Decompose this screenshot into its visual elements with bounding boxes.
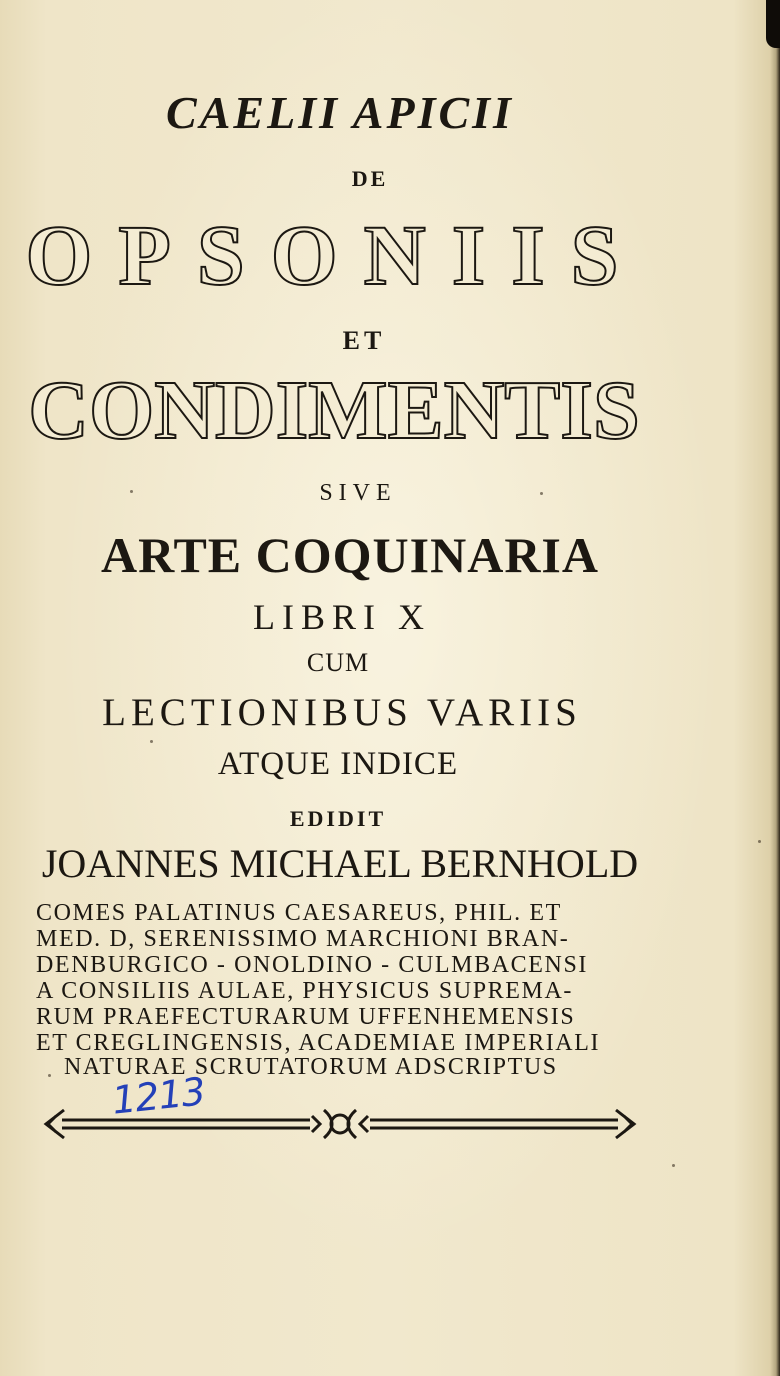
editor-name: JOANNES MICHAEL BERNHOLD — [41, 841, 639, 886]
editor-title-line: A CONSILIIS AULAE, PHYSICUS SUPREMA- — [36, 978, 574, 1004]
word-edidit: EDIDIT — [289, 806, 387, 831]
title-condimentis: CONDIMENTIS — [28, 364, 640, 457]
handwritten-shelf-mark: 1213 — [109, 1069, 207, 1123]
word-sive: SIVE — [319, 480, 397, 506]
paper-speck — [672, 1164, 675, 1167]
page-edge-shadow — [770, 0, 780, 1376]
paper-speck — [540, 492, 543, 495]
lectionibus-line: LECTIONIBUS VARIIS — [102, 691, 582, 734]
paper-speck — [48, 1074, 51, 1077]
title-arte-coquinaria: ARTE COQUINARIA — [100, 527, 599, 583]
editor-title-line: COMES PALATINUS CAESAREUS, PHIL. ET — [36, 900, 562, 926]
editor-title-line: NATURAE SCRUTATORUM ADSCRIPTUS — [64, 1054, 558, 1080]
word-et: ET — [342, 326, 386, 355]
editor-title-line: ET CREGLINGENSIS, ACADEMIAE IMPERIALI — [36, 1030, 601, 1056]
libri-line: LIBRI X — [253, 597, 431, 637]
paper-speck — [130, 490, 133, 493]
author-heading: CAELII APICII — [166, 87, 514, 138]
paper-speck — [150, 740, 153, 743]
page-corner — [766, 0, 780, 48]
word-cum: CUM — [306, 648, 370, 677]
editor-title-line: DENBURGICO - ONOLDINO - CULMBACENSI — [36, 952, 588, 978]
editor-title-line: MED. D, SERENISSIMO MARCHIONI BRAN- — [36, 926, 570, 952]
atque-indice-line: ATQUE INDICE — [217, 746, 459, 782]
editor-title-line: RUM PRAEFECTURARUM UFFENHEMENSIS — [36, 1004, 576, 1030]
word-de: DE — [351, 166, 389, 191]
ornamental-rule-icon — [40, 1104, 640, 1144]
paper-speck — [758, 840, 761, 843]
title-opsoniis: OPSONIIS — [25, 207, 645, 303]
